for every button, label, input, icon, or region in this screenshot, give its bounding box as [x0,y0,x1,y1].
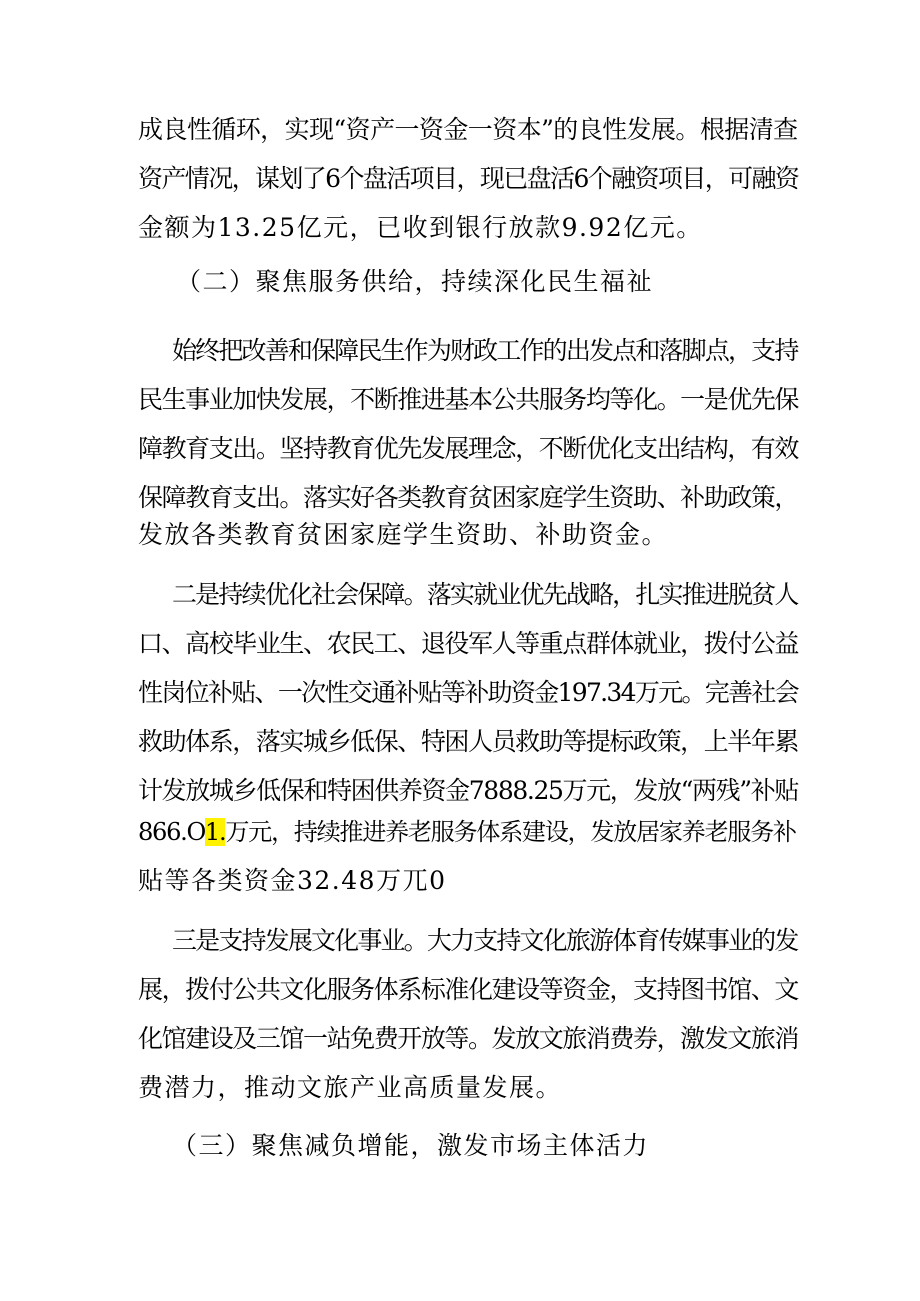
para2-line-5: 发放各类教育贫困家庭学生资助、补助资金。 [138,520,669,549]
para3-line-3: 性岗位补贴、一次性交通补贴等补助资金197.34万元。完善社会 [138,678,798,707]
para4-line-4: 费潜力，推动文旅产业高质量发展。 [138,1073,563,1102]
section-heading-3: （三）聚焦减负增能，激发市场主体活力 [172,1131,650,1160]
para2-line-3: 障教育支出。坚持教育优先发展理念，不断优化支出结构，有效 [138,434,799,463]
para3-line-6-start: 866.O [138,818,205,846]
para1-line-1: 成良性循环，实现“资产一资金一资本”的良性发展。根据清查 [138,115,798,144]
para2-line-4: 保障教育支出。落实好各类教育贫困家庭学生资助、补助政策， [138,483,799,512]
highlighted-text: 1. [204,818,226,846]
para3-line-7: 贴等各类资金32.48万兀0 [138,866,447,895]
para3-line-6 [138,817,798,847]
para3-line-2: 口、高校毕业生、农民工、退役军人等重点群体就业，拨付公益 [138,629,799,658]
para4-line-2: 展，拨付公共文化服务体系标准化建设等资金，支持图书馆、文 [138,975,799,1004]
para3-line-4: 救助体系，落实城乡低保、特困人员救助等提标政策，上半年累 [138,727,799,756]
para4-line-3: 化馆建设及三馆一站免费开放等。发放文旅消费券，激发文旅消 [138,1024,799,1053]
para2-line-1: 始终把改善和保障民生作为财政工作的出发点和落脚点，支持 [172,336,798,365]
para2-line-2: 民生事业加快发展，不断推进基本公共服务均等化。一是优先保 [138,385,799,414]
para4-line-1: 三是支持发展文化事业。大力支持文化旅游体育传媒事业的发 [172,926,798,955]
para3-line-6-end: 万元，持续推进养老服务体系建设，发放居家养老服务补 [225,818,796,846]
para3-line-5: 计发放城乡低保和特困供养资金7888.25万元，发放“两残”补贴 [138,776,798,805]
para3-line-1: 二是持续优化社会保障。落实就业优先战略，扎实推进脱贫人 [172,580,798,609]
para1-line-3: 金额为13.25亿元，已收到银行放款9.92亿元。 [138,213,703,242]
section-heading-2: （二）聚焦服务供给，持续深化民生福祉 [176,267,654,296]
para1-line-2: 资产情况，谋划了6个盘活项目，现已盘活6个融资项目，可融资 [138,164,799,193]
